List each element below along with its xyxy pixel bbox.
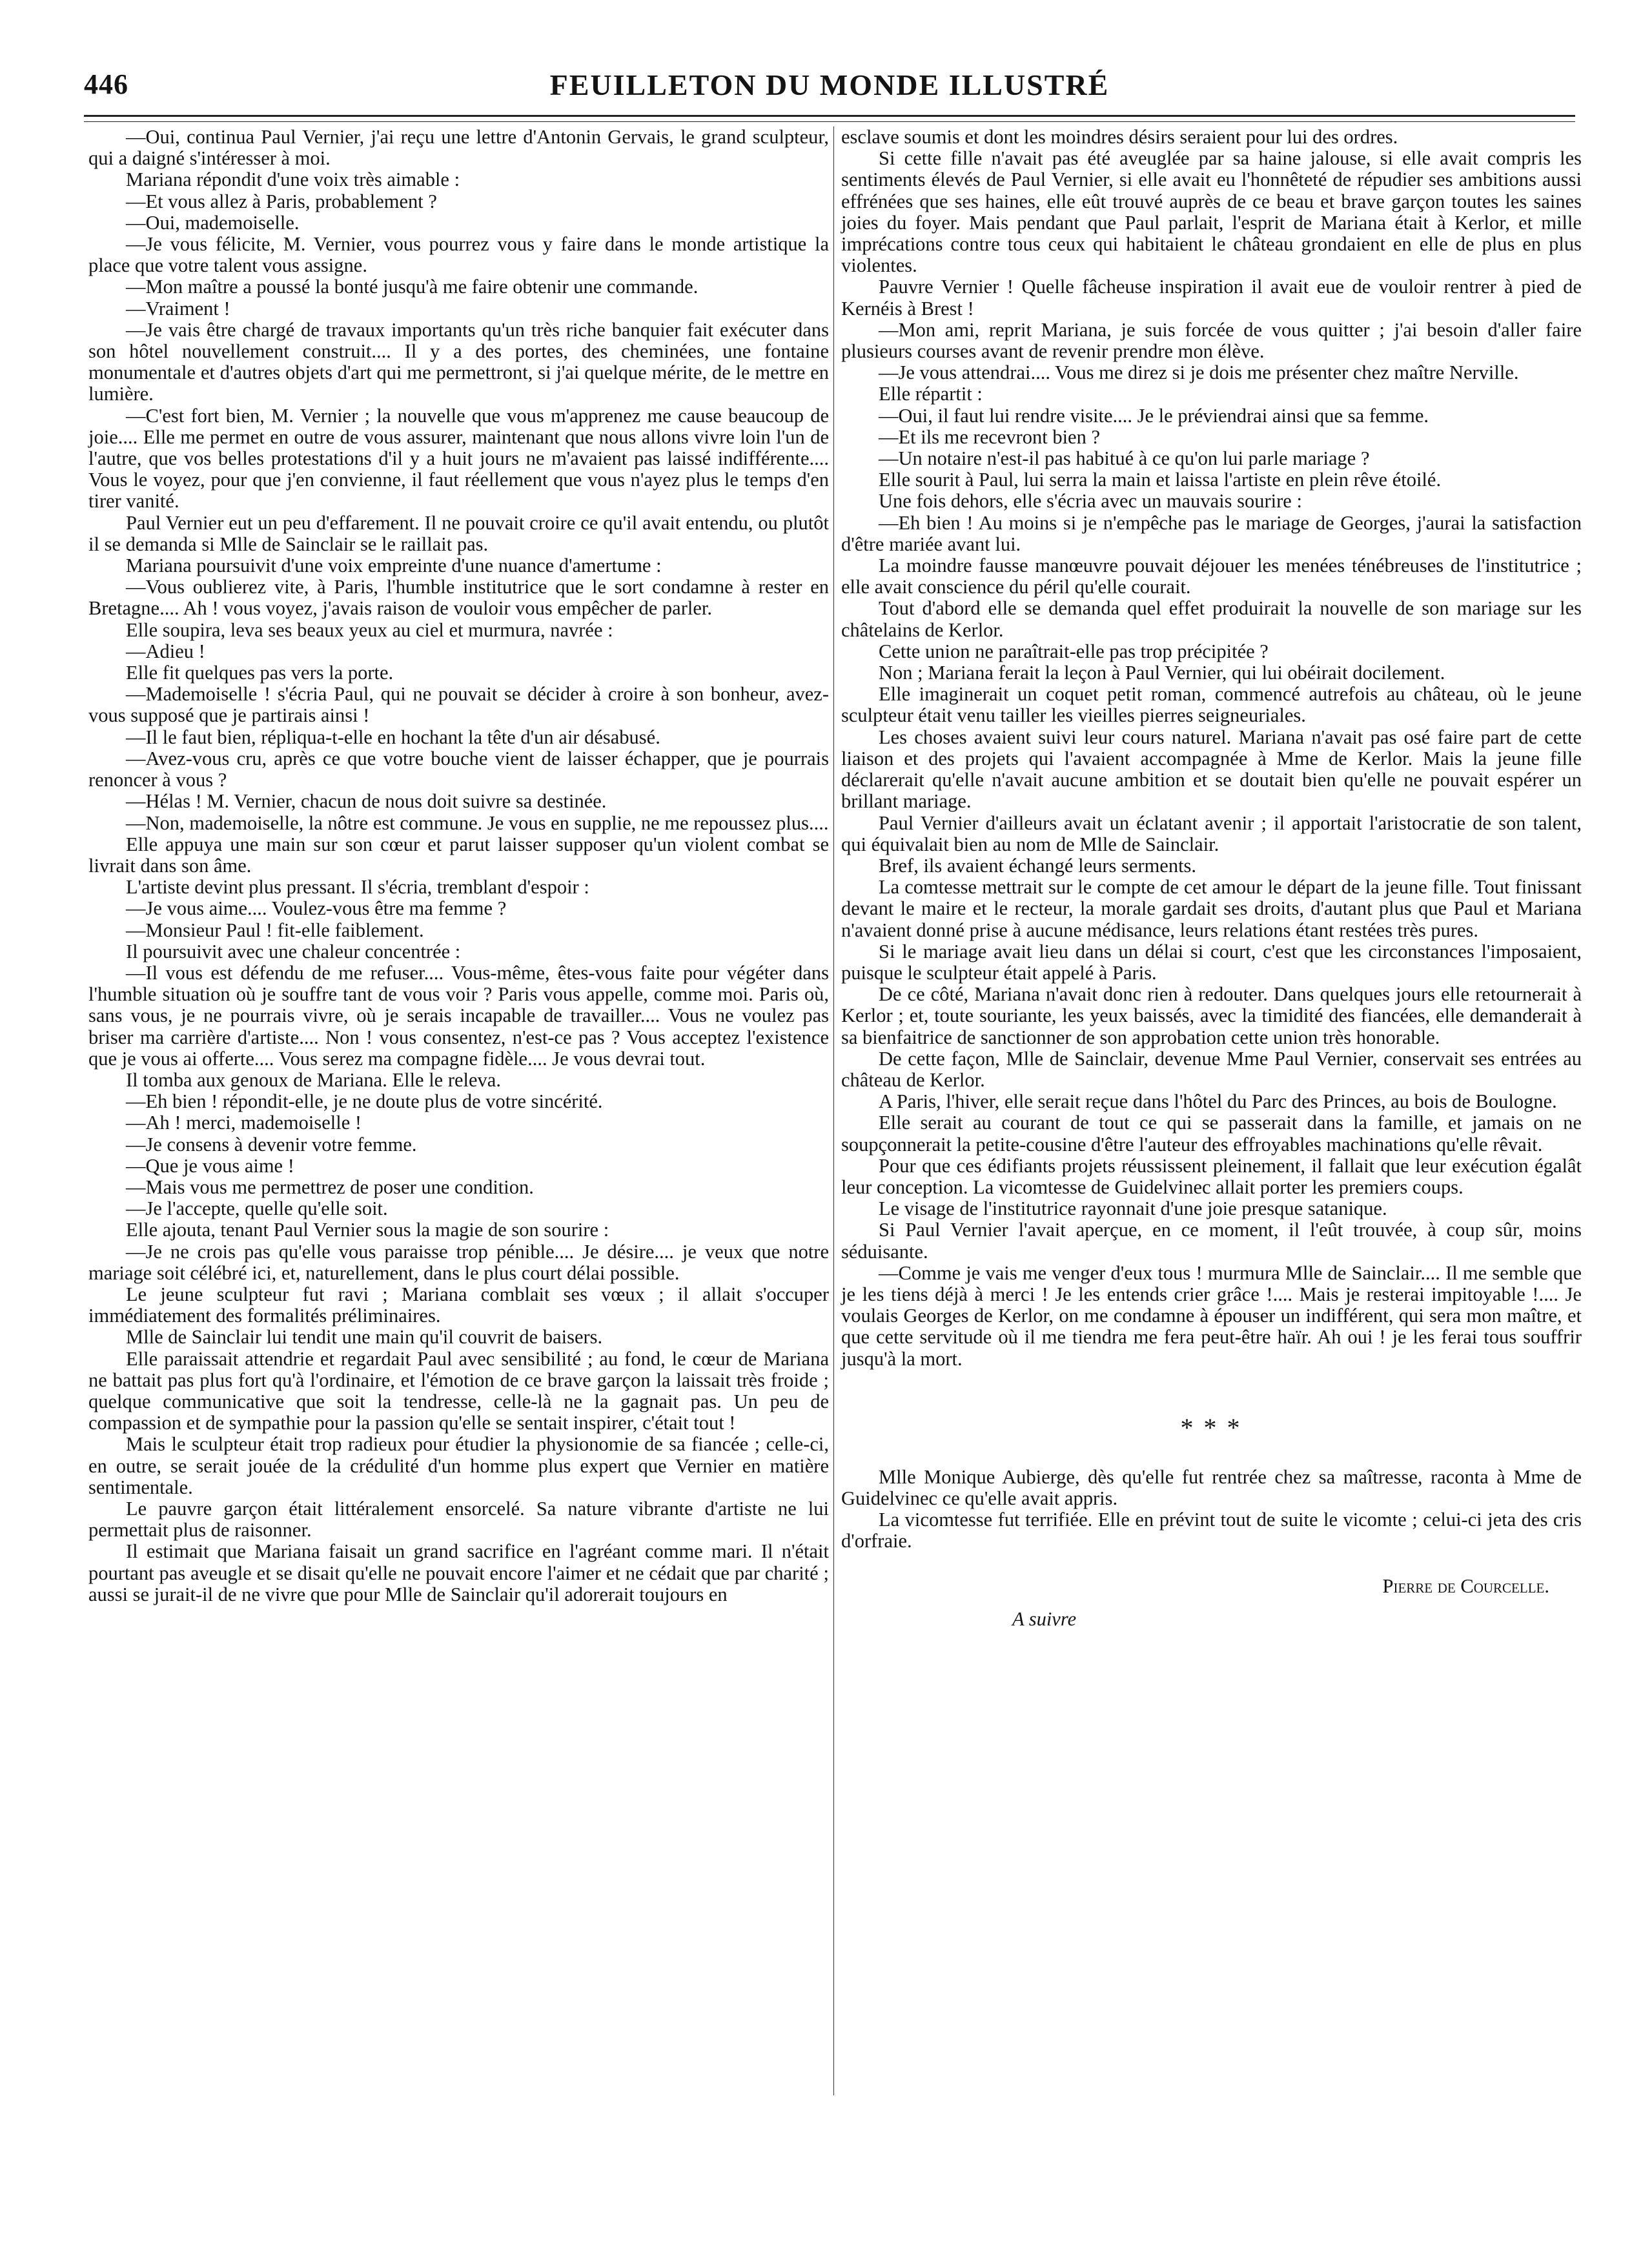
paragraph: Elle serait au courant de tout ce qui se passerait dans la famille, et jamais on ne soupçonnerait la petite-cousine d'être l'auteur des effroyables machinations qu'elle rêvait.	[841, 1112, 1582, 1155]
paragraph: Mais le sculpteur était trop radieux pour étudier la physionomie de sa fiancée ; celle-ci, en outre, se serait jouée de la crédulité d'un homme plus expert que Vernier en matière sentimentale.	[88, 1433, 829, 1498]
paragraph: —Mademoiselle ! s'écria Paul, qui ne pouvait se décider à croire à son bonheur, avez-vous supposé que je partirais ainsi !	[88, 683, 829, 727]
paragraph: A Paris, l'hiver, elle serait reçue dans l'hôtel du Parc des Princes, au bois de Boulogne.	[879, 1090, 1557, 1113]
paragraph: —Je vais être chargé de travaux importants qu'un très riche banquier fait exécuter dans son hôtel nouvellement construit.... Il y a des portes, des cheminées, une fontaine monumentale et d'autres objets d'art qui me permettront, si j'ai quelque mérite, de le mettre en lumière.	[88, 318, 829, 405]
paragraph: —Avez-vous cru, après ce que votre bouche vient de laisser échapper, que je pourrais renoncer à vous ?	[88, 747, 829, 791]
paragraph: —Mon ami, reprit Mariana, je suis forcée de vous quitter ; j'ai besoin d'aller faire plusieurs courses avant de revenir prendre mon élève.	[841, 318, 1582, 363]
paragraph: Elle imaginerait un coquet petit roman, commencé autrefois au château, où le jeune sculpteur était venu tailler les vieilles pierres seigneuriales.	[841, 683, 1582, 727]
paragraph: La comtesse mettrait sur le compte de cet amour le départ de la jeune fille. Tout finissant devant le maire et le recteur, la morale gardait ses droits, d'autant plus que Paul et Mariana n'avaient donné prise à aucune médisance, leurs relations étant restées très pures.	[841, 876, 1582, 941]
paragraph: Elle ajouta, tenant Paul Vernier sous la magie de son sourire :	[126, 1219, 609, 1241]
paragraph: —Je vous attendrai.... Vous me direz si je dois me présenter chez maître Nerville.	[879, 361, 1519, 384]
paragraph: —Mon maître a poussé la bonté jusqu'à me faire obtenir une commande.	[126, 276, 699, 298]
to-be-continued: A suivre	[1012, 1607, 1077, 1630]
paragraph: Mariana poursuivit d'une voix empreinte d'une nuance d'amertume :	[126, 555, 662, 577]
paragraph: Elle paraissait attendrie et regardait Paul avec sensibilité ; au fond, le cœur de Mariana ne battait pas plus fort qu'à l'ordinaire, et l'émotion de ce brave garçon la laissait très froide ; quelque communicative que soit la tendresse, celle-là ne la gagnait pas. Un peu de compassion et de sympathie pour la passion qu'elle se sentait inspirer, c'était tout !	[88, 1347, 829, 1434]
paragraph: —Vraiment !	[126, 297, 230, 320]
paragraph: Elle sourit à Paul, lui serra la main et laissa l'artiste en plein rêve étoilé.	[879, 469, 1442, 491]
paragraph: Une fois dehors, elle s'écria avec un mauvais sourire :	[879, 490, 1302, 513]
paragraph: Si le mariage avait lieu dans un délai si court, c'est que les circonstances l'imposaient, puisque le sculpteur était appelé à Paris.	[841, 940, 1582, 984]
paragraph: esclave soumis et dont les moindres désirs seraient pour lui des ordres.	[841, 126, 1398, 148]
masthead-title: FEUILLETON DU MONDE ILLUSTRÉ	[549, 68, 1110, 101]
paragraph: Cette union ne paraîtrait-elle pas trop précipitée ?	[879, 640, 1269, 662]
author-signature: Pierre de Courcelle.	[1382, 1574, 1549, 1597]
page-header	[84, 68, 1575, 113]
paragraph: Elle répartit :	[879, 383, 983, 405]
paragraph: —Adieu !	[126, 640, 205, 662]
paragraph: —Oui, il faut lui rendre visite.... Je le préviendrai ainsi que sa femme.	[879, 404, 1429, 427]
paragraph: —Monsieur Paul ! fit-elle faiblement.	[126, 919, 424, 941]
paragraph: —Vous oublierez vite, à Paris, l'humble institutrice que le sort condamne à rester en Bretagne.... Ah ! vous voyez, j'avais raison de vouloir vous empêcher de parler.	[88, 576, 829, 620]
paragraph: Elle fit quelques pas vers la porte.	[126, 662, 394, 684]
paragraph: Mariana répondit d'une voix très aimable :	[126, 168, 460, 191]
paragraph: Elle appuya une main sur son cœur et parut laisser supposer qu'un violent combat se livrait dans son âme.	[88, 833, 829, 877]
paragraph: —Un notaire n'est-il pas habitué à ce qu'on lui parle mariage ?	[879, 447, 1370, 470]
paragraph: Bref, ils avaient échangé leurs serments.	[879, 854, 1197, 877]
header-rule-thin	[84, 121, 1575, 122]
paragraph: —Je vous aime.... Voulez-vous être ma femme ?	[126, 897, 507, 920]
paragraph: Elle soupira, leva ses beaux yeux au ciel et murmura, navrée :	[126, 618, 613, 641]
paragraph: Il tomba aux genoux de Mariana. Elle le releva.	[126, 1068, 501, 1091]
header-rule-thick	[84, 115, 1575, 117]
paragraph: Le jeune sculpteur fut ravi ; Mariana comblait ses vœux ; il allait s'occuper immédiatement des formalités préliminaires.	[88, 1283, 829, 1327]
paragraph: Il poursuivit avec une chaleur concentrée :	[126, 940, 461, 962]
paragraph: De ce côté, Mariana n'avait donc rien à redouter. Dans quelques jours elle retournerait à Kerlor ; et, toute souriante, les yeux baissés, avec la timidité des fiancées, elle demanderait à sa bienfaitrice de sanctionner de son approbation cette union très honorable.	[841, 983, 1582, 1048]
paragraph: —Je consens à devenir votre femme.	[126, 1133, 417, 1155]
paragraph: —Il le faut bien, répliqua-t-elle en hochant la tête d'un air désabusé.	[126, 726, 660, 748]
paragraph: Il estimait que Mariana faisait un grand sacrifice en l'agréant comme mari. Il n'était pourtant pas aveugle et se disait qu'elle ne pouvait encore l'aimer et ne cédait que par charité ; aussi se jurait-il de ne vivre que pour Mlle de Sainclair qu'il adorerait toujours en	[88, 1540, 829, 1605]
paragraph: —Et vous allez à Paris, probablement ?	[126, 190, 437, 212]
right-column	[841, 127, 1582, 1630]
paragraph: La moindre fausse manœuvre pouvait déjouer les menées ténébreuses de l'institutrice ; elle avait conscience du péril qu'elle courait.	[841, 555, 1582, 598]
paragraph: —Non, mademoiselle, la nôtre est commune. Je vous en supplie, ne me repoussez plus....	[126, 811, 829, 834]
paragraph: —Eh bien ! répondit-elle, je ne doute plus de votre sincérité.	[126, 1090, 603, 1113]
paragraph: Tout d'abord elle se demanda quel effet produirait la nouvelle de son mariage sur les châtelains de Kerlor.	[841, 597, 1582, 641]
column-divider	[833, 127, 834, 2095]
paragraph: Paul Vernier eut un peu d'effarement. Il ne pouvait croire ce qu'il avait entendu, ou plutôt il se demanda si Mlle de Sainclair se le raillait pas.	[88, 511, 829, 555]
paragraph: Pour que ces édifiants projets réussissent pleinement, il fallait que leur exécution égalât leur conception. La vicomtesse de Guidelvinec allait porter les premiers coups.	[841, 1154, 1582, 1198]
paragraph: —Hélas ! M. Vernier, chacun de nous doit suivre sa destinée.	[126, 790, 607, 813]
paragraph: Non ; Mariana ferait la leçon à Paul Vernier, qui lui obéirait docilement.	[879, 662, 1445, 684]
paragraph: —Eh bien ! Au moins si je n'empêche pas le mariage de Georges, j'aurai la satisfaction d'être mariée avant lui.	[841, 511, 1582, 555]
paragraph: —Oui, continua Paul Vernier, j'ai reçu une lettre d'Antonin Gervais, le grand sculpteur, qui a daigné s'intéresser à moi.	[88, 126, 829, 170]
paragraph: L'artiste devint plus pressant. Il s'écria, tremblant d'espoir :	[126, 876, 589, 899]
paragraph: Si Paul Vernier l'avait aperçue, en ce moment, il l'eût trouvée, à coup sûr, moins séduisante.	[841, 1219, 1582, 1263]
paragraph: Mlle de Sainclair lui tendit une main qu'il couvrit de baisers.	[126, 1326, 603, 1349]
paragraph: —C'est fort bien, M. Vernier ; la nouvelle que vous m'apprenez me cause beaucoup de joie.... Elle me permet en outre de vous assurer, maintenant que nous allons vivre loin l'un de l'autre, que vos belles protestations d'il y a huit jours ne m'avaient pas laissé indifférente.... Vous le voyez, pour que j'en convienne, il faut réellement que vous n'ayez plus le temps d'en tirer vanité.	[88, 404, 829, 513]
paragraph: —Je vous félicite, M. Vernier, vous pourrez vous y faire dans le monde artistique la place que votre talent vous assigne.	[88, 233, 829, 277]
paragraph: Le visage de l'institutrice rayonnait d'une joie presque satanique.	[879, 1197, 1387, 1220]
paragraph: La vicomtesse fut terrifiée. Elle en prévint tout de suite le vicomte ; celui-ci jeta des cris d'orfraie.	[841, 1509, 1582, 1552]
paragraph: —Oui, mademoiselle.	[126, 211, 300, 234]
section-separator: * * *	[1180, 1412, 1243, 1442]
paragraph: —Ah ! merci, mademoiselle !	[126, 1112, 362, 1134]
paragraph: Paul Vernier d'ailleurs avait un éclatant avenir ; il apportait l'aristocratie de son talent, qui équivalait bien au nom de Mlle de Sainclair.	[841, 811, 1582, 855]
paragraph: Mlle Monique Aubierge, dès qu'elle fut rentrée chez sa maîtresse, raconta à Mme de Guidelvinec ce qu'elle avait appris.	[841, 1465, 1582, 1509]
paragraph: —Je l'accepte, quelle qu'elle soit.	[126, 1197, 388, 1220]
paragraph: —Que je vous aime !	[126, 1154, 294, 1177]
paragraph: Les choses avaient suivi leur cours naturel. Mariana n'avait pas osé faire part de cette liaison et des projets qui l'avaient accompagnée à Mme de Kerlor. Mais la jeune fille déclarerait qu'elle n'avait aucune ambition et se doutait bien qu'elle ne pouvait espérer un brillant mariage.	[841, 726, 1582, 813]
left-column	[88, 127, 829, 1605]
paragraph: —Et ils me recevront bien ?	[879, 425, 1101, 448]
paragraph: De cette façon, Mlle de Sainclair, devenue Mme Paul Vernier, conservait ses entrées au château de Kerlor.	[841, 1047, 1582, 1091]
page-number: 446	[84, 68, 128, 100]
paragraph: —Mais vous me permettrez de poser une condition.	[126, 1176, 534, 1198]
paragraph: —Comme je vais me venger d'eux tous ! murmura Mlle de Sainclair.... Il me semble que je les tiens déjà à merci ! Je les entends crier grâce !.... Mais je resterai impitoyable !.... Je voulais Georges de Kerlor, on me condamne à épouser un indifférent, qui sera mon maître, et que cette servitude où il me tiendra me fera peut-être haïr. Ah oui ! je les ferai tous souffrir jusqu'à la mort.	[841, 1261, 1582, 1370]
paragraph: —Il vous est défendu de me refuser.... Vous-même, êtes-vous faite pour végéter dans l'humble situation où je souffre tant de vous voir ? Paris vous appelle, comme moi. Paris où, sans vous, je ne pourrais vivre, où je serais incapable de travailler.... Vous ne voulez pas briser ma carrière d'artiste.... Non ! vous consentez, n'est-ce pas ? Vous acceptez l'existence que je vous ai offerte.... Vous serez ma compagne fidèle.... Je vous devrai tout.	[88, 961, 829, 1070]
paragraph: —Je ne crois pas qu'elle vous paraisse trop pénible.... Je désire.... je veux que notre mariage soit célébré ici, et, naturellement, dans le plus court délai possible.	[88, 1240, 829, 1284]
paragraph: Le pauvre garçon était littéralement ensorcelé. Sa nature vibrante d'artiste ne lui permettait plus de raisonner.	[88, 1498, 829, 1542]
paragraph: Pauvre Vernier ! Quelle fâcheuse inspiration il avait eue de vouloir rentrer à pied de Kernéis à Brest !	[841, 276, 1582, 320]
paragraph: Si cette fille n'avait pas été aveuglée par sa haine jalouse, si elle avait compris les sentiments élevés de Paul Vernier, si elle avait eu l'honnêteté de répudier ses ambitions aussi effrénées que ses haines, elle eût trouvé auprès de ce beau et brave garçon toutes les saines joies du foyer. Mais pendant que Paul parlait, l'esprit de Mariana était à Kerlor, et mille imprécations contre tous ceux qui habitaient le château grondaient en elle de plus en plus violentes.	[841, 147, 1582, 277]
